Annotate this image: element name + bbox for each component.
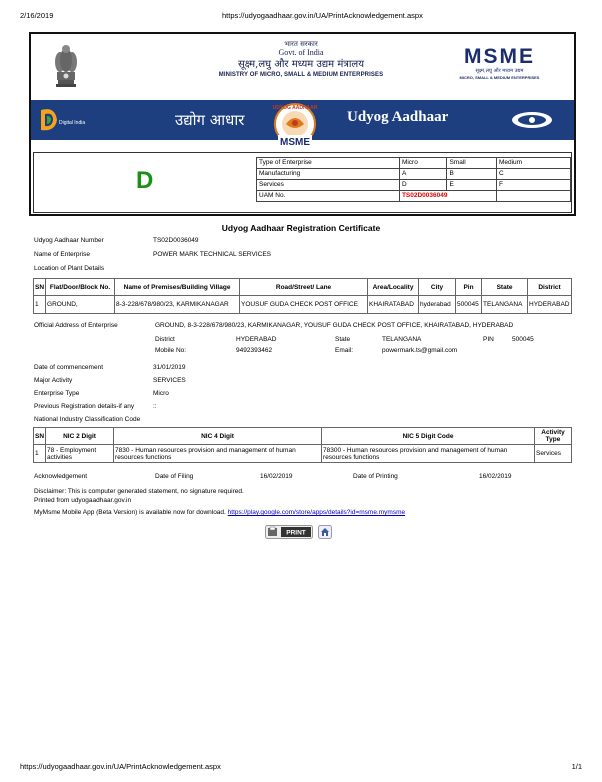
ministry-emblem-icon [505,109,559,131]
table-cell: Services [535,445,572,463]
disclaimer-text: Disclaimer: This is computer generated statement, no signature required. [34,488,244,495]
print-button[interactable] [265,525,313,539]
state-label: State [335,336,351,343]
district-value: HYDERABAD [236,336,277,343]
home-icon[interactable] [318,525,332,539]
enterprise-type-table [256,157,571,202]
table-cell: F [496,180,570,191]
email-label: Email: [335,347,354,354]
table-cell: Services [257,180,400,191]
certificate-title: Udyog Aadhaar Registration Certificate [221,223,381,233]
filing-date-value: 16/02/2019 [260,473,293,480]
nic-table [33,427,572,463]
address-label: Official Address of Enterprise [34,322,118,329]
banner-english-title: Udyog Aadhaar [347,109,449,125]
email-value: powermark.ts@gmail.com [382,347,458,354]
table-cell: Small [447,158,496,169]
uam-number: TS02D0036049 [399,191,496,202]
table-cell [496,191,570,202]
print-button-label: PRINT [286,529,306,537]
table-cell: 78 - Employment activities [46,445,114,463]
enterprise-type-value: Micro [153,390,169,397]
pin-value: 500045 [512,336,534,343]
table-row [257,158,571,169]
print-footer [20,762,582,772]
table-cell: TELANGANA [482,296,528,314]
table-cell: 7830 - Human resources provision and management of human resources functions [114,445,322,463]
column-header: NIC 2 Digit [46,428,114,445]
enterprise-name-label: Name of Enterprise [34,251,90,258]
table-cell: Manufacturing [257,169,400,180]
uan-label: Udyog Aadhaar Number [34,237,104,244]
uam-label: UAM No. [257,191,400,202]
column-header: SN [34,279,46,296]
major-activity-value: SERVICES [153,377,186,384]
print-date: 2/16/2019 [20,11,54,20]
table-header-row [34,428,572,445]
seal-top-text: UDYOG AADHAAR [272,105,318,111]
table-cell: A [399,169,447,180]
acknowledgement-label: Acknowledgement [34,473,88,480]
enterprise-name-value: POWER MARK TECHNICAL SERVICES [153,251,271,258]
column-header: Road/Street/ Lane [240,279,368,296]
table-row [34,445,572,463]
page-number: 1/1 [571,762,582,771]
major-activity-label: Major Activity [34,377,73,384]
table-row [257,191,571,202]
hindi-ministry: सूक्ष्म,लघु और मध्यम उद्यम मंत्रालय [237,59,365,70]
table-cell: Micro [399,158,447,169]
table-cell: KHAIRATABAD [368,296,419,314]
address-value: GROUND, 8-3-228/678/980/23, KARMIKANAGAR, YOUSUF GUDA CHECK POST OFFICE, KHAIRATABAD, HYDERABAD [155,322,514,329]
banner-hindi-title: उद्योग आधार [175,111,245,129]
column-header: State [482,279,528,296]
column-header: Activity Type [535,428,572,445]
printed-from-text: Printed from udyogaadhaar.gov.in [34,497,132,504]
filing-date-label: Date of Filing [155,473,194,480]
enterprise-type-label: Enterprise Type [34,390,80,397]
table-cell: 1 [34,445,46,463]
plant-location-table [33,278,572,314]
commencement-value: 31/01/2019 [153,364,186,371]
column-header: SN [34,428,46,445]
certificate-header-frame [29,32,576,216]
mobile-app-text: MyMsme Mobile App (Beta Version) is available now for download. [34,509,226,516]
english-govt: Govt. of India [278,48,324,57]
table-row [257,180,571,191]
table-header-row [34,279,572,296]
msme-logo-english: MICRO, SMALL & MEDIUM ENTERPRISES [459,75,540,80]
table-cell: 500045 [456,296,482,314]
column-header: Pin [456,279,482,296]
column-header: Name of Premises/Building Village [115,279,240,296]
enterprise-category-box [33,152,572,213]
print-header [20,11,582,21]
table-cell: Type of Enterprise [257,158,400,169]
table-cell: hyderabad [419,296,456,314]
digital-india-logo-icon [37,106,95,134]
column-header: District [528,279,572,296]
msme-logo [447,46,552,80]
udyog-aadhaar-banner [31,100,574,148]
udyog-aadhaar-seal-icon [264,102,326,150]
previous-registration-label: Previous Registration details-if any [34,403,135,410]
state-value: TELANGANA [382,336,422,343]
column-header: NIC 5 Digit Code [322,428,535,445]
table-cell: 8-3-228/678/980/23, KARMIKANAGAR [115,296,240,314]
seal-msme-text: MSME [280,137,310,148]
msme-logo-hindi: सूक्ष्म,लघु और मध्यम उद्यम [475,68,524,74]
district-label: District [155,336,175,343]
msme-logo-text: MSME [464,45,535,68]
digital-india-text: Digital India [59,120,86,126]
table-cell: HYDERABAD [528,296,572,314]
printing-date-label: Date of Printing [353,473,398,480]
previous-registration-value: :: [153,403,157,410]
column-header: City [419,279,456,296]
column-header: Area/Locality [368,279,419,296]
nic-code-label: National Industry Classification Code [34,416,141,423]
table-cell: D [399,180,447,191]
mobile-label: Mobile No: [155,347,187,354]
table-cell: 1 [34,296,46,314]
column-header: Flat/Door/Block No. [46,279,115,296]
table-cell: 78300 - Human resources provision and management of human resources functions [322,445,535,463]
uan-value: TS02D0036049 [153,237,199,244]
printing-date-value: 16/02/2019 [479,473,512,480]
table-cell: E [447,180,496,191]
table-cell: B [447,169,496,180]
english-ministry: MINISTRY OF MICRO, SMALL & MEDIUM ENTERPRISES [218,72,384,78]
mobile-app-notice [34,509,405,516]
table-cell: GROUND, [46,296,115,314]
print-url: https://udyogaadhaar.gov.in/UA/PrintAcknowledgement.aspx [222,11,423,20]
table-cell: C [496,169,570,180]
footer-url: https://udyogaadhaar.gov.in/UA/PrintAcknowledgement.aspx [20,762,221,771]
category-letter: D [136,167,154,194]
government-title [181,40,421,78]
national-emblem-icon [49,40,83,92]
plant-location-label: Location of Plant Details [34,265,105,272]
government-header [31,34,574,100]
commencement-label: Date of commencement [34,364,104,371]
table-row [34,296,572,314]
table-row [257,169,571,180]
mobile-app-link[interactable]: https://play.google.com/store/apps/details?id=msme.mymsme [227,509,406,516]
pin-label: PIN [483,336,494,343]
table-cell: YOUSUF GUDA CHECK POST OFFICE [240,296,368,314]
mobile-value: 9492393462 [236,347,273,354]
table-cell: Medium [496,158,570,169]
hindi-govt: भारत सरकार [284,40,318,48]
column-header: NIC 4 Digit [114,428,322,445]
